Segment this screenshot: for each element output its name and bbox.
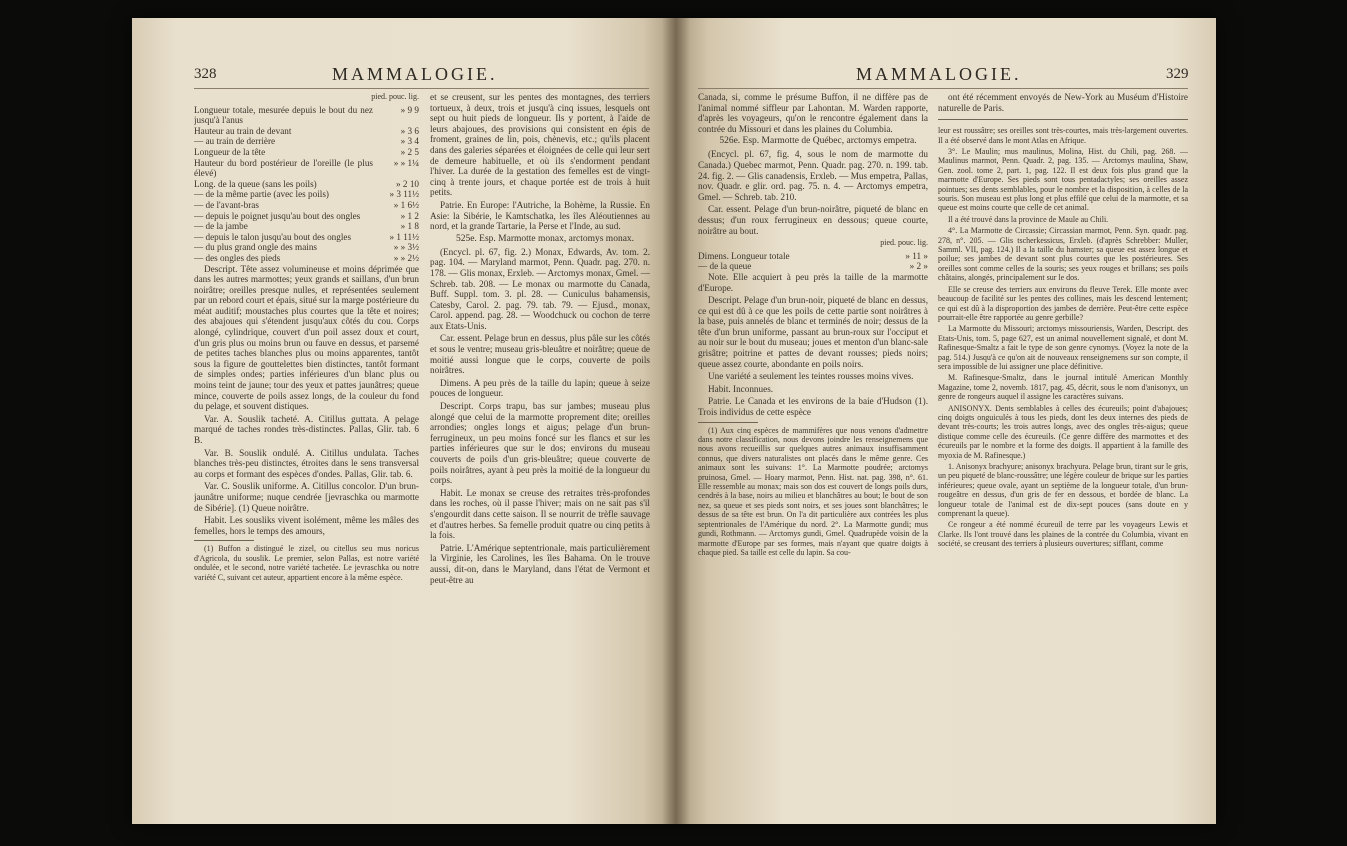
measure-value: » 1 2 <box>400 210 419 221</box>
measure-value: » 1 8 <box>400 221 419 232</box>
description-paragraph: Descript. Pelage d'un brun-noir, piqueté de blanc en dessus, ce qui est dû à ce que les poils de cette partie sont noirâtres à la base, puis annelés de blanc et terminés de noir; dessus de la tête d'un brun uniforme, passant au brun-roux sur l'occiput et au noir sur le bout du museau; joues et menton d'un blanc-sale grisâtre; poitrine et pattes de devant rousses; pieds noirs; queue assez courte, abondante en poils noirs. <box>698 295 928 369</box>
variety-a: Var. A. Souslik tacheté. A. Citillus guttata. A pelage marqué de taches rondes très-distinctes. Pallas, Glir. tab. 6 B. <box>194 413 419 445</box>
measure-value: » 2 5 <box>400 146 419 157</box>
measure-row <box>194 221 419 232</box>
measure-label: — de la même partie (avec les poils) <box>194 189 329 200</box>
measure-label: — des ongles des pieds <box>194 252 281 263</box>
left-column-2 <box>430 92 650 792</box>
measure-label: Longueur de la tête <box>194 146 266 157</box>
footnote: (1) Aux cinq espèces de mammifères que nous venons d'admettre dans notre classification, nous devons joindre les renseignemens que nous avons recueillis sur quelques autres animaux insuffisamment connus, que divers naturalistes ont placés dans le même genre. Ces animaux sont les suivans: 1°. La Marmotte poudrée; arctomys pruinosa, Gmel. — Hoary marmot, Penn. Hist. nat. pag. 398, n°. 61. Elle ressemble au monax; mais son dos est couvert de longs poils durs, cendrés à la base, noirs au milieu et blanchâtres au bout; le bout de son nez, sa queue et ses pieds sont noirs, et ses joues sont blanchâtres; le dessus de sa tête est brun. On l'a dit particulière aux contrées les plus septentrionales de l'Amérique du nord. 2°. La Marmotte gundi; mus gundi, Rothmann. — Arctomys gundi, Gmel. Quadrupède voisin de la marmotte d'Europe par ses formes, mais n'ayant que quatre doigts à chaque pied. Sa taille est celle du lapin. Sa cou- <box>698 425 928 557</box>
measure-label: — de la queue <box>698 261 752 272</box>
footnote-paragraph: M. Rafinesque-Smaltz, dans le journal intitulé American Monthly Magazine, tome 2, novemb. 1817, pag. 45, décrit, sous le nom d'anisonyx, un genre de rongeurs auquel il assigne les caractères suivans. <box>938 373 1188 402</box>
dimensions-paragraph: Dimens. A peu près de la taille du lapin; queue à seize pouces de longueur. <box>430 377 650 399</box>
measure-label: — du plus grand ongle des mains <box>194 242 317 253</box>
measure-label: Long. de la queue (sans les poils) <box>194 178 317 189</box>
description-paragraph: Descript. Tête assez volumineuse et moins déprimée que dans les autres marmottes; yeux grands et saillans, d'un brun noirâtre; oreilles presque nulles, et représentées seulement par un rebord court et épais, situé sur la marge postérieure du méat auditif; moustaches plus courtes que la tête et noires; des abajoues qui s'étendent jusqu'aux côtés du cou. Corps alongé, cylindrique, couvert d'un poil assez doux et court, d'un gris plus ou moins brun ou fauve en dessus, et parsemé de petites taches blanches plus ou moins apparentes, tantôt sous la figure de gouttelettes bien distinctes, tantôt formant de simples ondes; parties inférieures d'un blanc plus ou moins teint de jaune; tour des yeux et pattes jaunâtres; queue mince, couverte de poils assez longs, de la couleur du fond du pelage, et souvent distiques. <box>194 263 419 412</box>
habit-paragraph: Habit. Le monax se creuse des retraites très-profondes dans les roches, où il passe l'hiver; mais on ne sait pas s'il s'engourdit dans cette saison. Il se nourrit de trèfle sauvage et d'autres herbes. Sa femelle produit quatre ou cinq petits à la fois. <box>430 487 650 541</box>
footnote-continuation <box>938 126 1188 548</box>
footnote-rule <box>698 422 758 423</box>
note-paragraph: Note. Elle acquiert à peu près la taille de la marmotte d'Europe. <box>698 271 928 293</box>
measure-row <box>194 158 419 179</box>
measure-row <box>194 147 419 158</box>
right-head-rule <box>698 88 1188 89</box>
text-paragraph: Canada, si, comme le présume Buffon, il ne diffère pas de l'animal nommé siffleur par Lahontan. M. Warden rapporte, d'après les voyageurs, qu'on le rencontre également dans la contrée du Missouri et dans les plaines du Columbia. <box>698 92 928 134</box>
left-column-1 <box>194 92 419 792</box>
variety-c: Var. C. Souslik uniforme. A. Citillus concolor. D'un brun-jaunâtre uniforme; nuque cendrée [jevraschka ou marmotte de Sibérie]. (1) Queue noirâtre. <box>194 481 419 513</box>
patrie-paragraph: Patrie. L'Amérique septentrionale, mais particulièrement la Virginie, les Carolines, les îles Bahama. On le trouve aussi, dit-on, dans le Maryland, dans l'état de Vermont et peut-être au <box>430 542 650 585</box>
patrie-paragraph: Patrie. En Europe: l'Autriche, la Bohème, la Russie. En Asie: la Sibérie, le Kamtschatka, les îles Aléoutiennes au nord, et la grande Tartarie, la Perse et l'Inde, au sud. <box>430 199 650 232</box>
characters-paragraph: Car. essent. Pelage d'un brun-noirâtre, piqueté de blanc en dessus; d'un roux ferrugineux en dessous; queue courte, noirâtre au bout. <box>698 204 928 236</box>
measure-value: » 11 » <box>905 250 928 261</box>
measure-row <box>194 126 419 137</box>
habit-paragraph: Habit. Inconnues. <box>708 383 774 394</box>
measure-row <box>194 253 419 264</box>
measure-value: » 9 9 <box>400 104 419 115</box>
measure-value: » » 3½ <box>393 242 419 253</box>
measure-label: Hauteur au train de devant <box>194 125 292 136</box>
measurements-table <box>194 105 419 264</box>
left-page <box>132 18 676 824</box>
right-column-2 <box>938 92 1188 792</box>
measure-row <box>194 105 419 126</box>
measure-label: Hauteur du bord postérieur de l'oreille (le plus élevé) <box>194 157 373 179</box>
text-paragraph: et se creusent, sur les pentes des montagnes, des terriers tortueux, à deux, trois et jusqu'à cinq issues, lesquels ont sept ou huit pieds de longueur. Ils y portent, à l'aide de leurs abajoues, des provisions qui consistent en épis de froment, graines de lin, pois, chènevis, etc.; qu'ils placent dans des galeries séparées et éloignées de celle qui leur sert de demeure habituelle, et où ils s'endorment pendant l'hiver. La durée de la gestation des femelles est de vingt-cinq à trente jours, et chaque portée est de trois à huit petits. <box>430 92 650 198</box>
measure-row <box>698 251 928 262</box>
measure-label: — depuis le talon jusqu'au bout des ongles <box>194 231 352 242</box>
measure-row <box>194 211 419 222</box>
footnote-paragraph: 1. Anisonyx brachyure; anisonyx brachyura. Pelage brun, tirant sur le gris, un peu piqueté de blanc-roussâtre; une légère couleur de brique sur les parties inférieures; queue ovale, ayant un septième de la longueur totale, d'un brun-rougeâtre en dessus, d'un gris de fer en dessous, et bordée de blanc. La longueur totale de l'animal est de dix-sept pouces (sans doute en y comprenant la queue). <box>938 462 1188 519</box>
book-gutter <box>662 18 690 824</box>
measure-label: Longueur totale, mesurée depuis le bout du nez jusqu'à l'anus <box>194 104 373 126</box>
footnote-paragraph: Elle se creuse des terriers aux environs du fleuve Terek. Elle monte avec beaucoup de facilité sur les pentes des collines, mais les descend lentement; ce qui est dû à la disproportion des jambes de derrière. Peut-être cette espèce pourrait-elle être rapportée au genre gerbille? <box>938 284 1188 322</box>
left-page-number: 328 <box>194 66 217 82</box>
species-title: 525e. Esp. Marmotte monax, arctomys monax. <box>455 233 635 244</box>
measure-row <box>698 261 928 272</box>
measure-value: » » 2½ <box>393 252 419 263</box>
characters-paragraph: Car. essent. Pelage brun en dessus, plus pâle sur les côtés et sous le ventre; museau gris-bleuâtre et noirâtre; queue de moitié aussi longue que le corps, couverte de poils noirâtres. <box>430 333 650 376</box>
measure-row <box>194 189 419 200</box>
section-rule <box>938 119 1188 120</box>
measure-row <box>194 179 419 190</box>
right-column-1 <box>698 92 928 792</box>
synonymy-paragraph: (Encycl. pl. 67, fig. 2.) Monax, Edwards, Av. tom. 2. pag. 104. — Maryland marmot, Penn. Quadr. pag. 270. n. 178. — Glis monax, Erxleb. — Arctomys monax, Gmel. — Schreb. tab. 208. — Le monax ou marmotte du Canada, Buff. Suppl. tom. 3. pl. 28. — Cuniculus bahamensis, Catesby, Carol. 2. pag. 79. tab. 79. — Ejusd., monax, Carol. append. pag. 28. — Woodchuck ou cochon de terre aux Etats-Unis. <box>430 246 650 331</box>
measure-row <box>194 242 419 253</box>
footnote-paragraph: leur est roussâtre; ses oreilles sont très-courtes, mais très-largement ouvertes. Il a été observé dans le mont Atlas en Afrique. <box>938 126 1188 145</box>
open-book <box>132 18 1216 824</box>
measure-label: — au train de derrière <box>194 136 276 147</box>
right-running-head: MAMMALOGIE. <box>856 64 1022 84</box>
footnote-paragraph: Ce rongeur a été nommé écureuil de terre par les voyageurs Lewis et Clarke. Ils l'ont trouvé dans les plaines de la contrée du Columbia, vivant en société, se creusant des terriers à plusieurs ouvertures; sifflant, comme <box>938 520 1188 549</box>
measure-value: » 1 11½ <box>389 231 419 242</box>
left-head-rule <box>194 88 649 89</box>
measure-label: Dimens. Longueur totale <box>698 250 790 261</box>
variety-b: Var. B. Souslik ondulé. A. Citillus undulata. Taches blanches très-peu distinctes, étroites dans le sens transversal au corps et formant des espèces d'ondes. Pallas, Glir. tab. 6. <box>194 447 419 479</box>
text-paragraph: ont été récemment envoyés de New-York au Muséum d'Histoire naturelle de Paris. <box>938 92 1188 113</box>
measure-value: » 2 10 <box>396 178 419 189</box>
description-paragraph: Descript. Corps trapu, bas sur jambes; museau plus alongé que celui de la marmotte proprement dite; oreilles arrondies; ongles longs et aigus; pelage d'un brun-ferrugineux, un peu moins foncé sur les flancs et sur les parties inférieures que sur le dos; environs du museau couverts de poils d'un gris-bleuâtre; queue couverte de poils noirâtres, ayant à peu près la moitié de la longueur du corps. <box>430 401 650 486</box>
right-page-number: 329 <box>1166 66 1189 82</box>
footnote-paragraph: La Marmotte du Missouri; arctomys missouriensis, Warden, Descript. des Etats-Unis, tom. 5, page 627, est un animal nouvellement signalé, et dont M. Rafinesque-Smaltz a fait le type de son genre cynomys. (Voyez la note de la pag. 514.) Jusqu'à ce qu'on ait de nouveaux renseignemens sur son compte, il sera impossible de lui assigner une place définitive. <box>938 324 1188 371</box>
footnote-rule <box>194 540 254 541</box>
footnote-paragraph: ANISONYX. Dents semblables à celles des écureuils; point d'abajoues; cinq doigts onguiculés à tous les pieds, dont les deux internes des pieds de devant très-courts; les trois autres longs, avec des ongles très-aigus; queue distique comme celle des écureuils. (Ce genre diffère des marmottes et des écureuils par le nombre et la forme des doigts. Il appartient à la famille des myoxia de M. Rafinesque.) <box>938 403 1188 460</box>
footnote: (1) Buffon a distingué le zizel, ou citellus seu mus noricus d'Agricola, du souslik. Le premier, selon Pallas, est notre variété ondulée, et le second, notre variété tachetée. Le jevraschka ou notre variété C, suivant cet auteur, appartient encore à la même espèce. <box>194 544 419 582</box>
measure-row <box>194 136 419 147</box>
measure-value: » 3 4 <box>400 136 419 147</box>
footnote-paragraph: Il a été trouvé dans la province de Maule au Chili. <box>948 214 1109 224</box>
measure-value: » 3 11½ <box>389 189 419 200</box>
habit-paragraph: Habit. Les sousliks vivent isolément, même les mâles des femelles, hors le temps des amours, <box>194 515 419 536</box>
measure-label: — depuis le poignet jusqu'au bout des ongles <box>194 210 361 221</box>
variety-paragraph: Une variété a seulement les teintes rousses moins vives. <box>708 371 914 382</box>
measure-value: » 3 6 <box>400 125 419 136</box>
right-page <box>676 18 1216 824</box>
patrie-paragraph: Patrie. Le Canada et les environs de la baie d'Hudson (1). Trois individus de cette espèce <box>698 396 928 418</box>
measure-row <box>194 200 419 211</box>
measure-value: » » 1¼ <box>393 157 419 168</box>
species-title: 526e. Esp. Marmotte de Québec, arctomys empetra. <box>719 136 917 147</box>
measure-label: — de la jambe <box>194 221 248 232</box>
synonymy-paragraph: (Encycl. pl. 67, fig. 4, sous le nom de marmotte du Canada.) Quebec marmot, Penn. Quadr. pag. 270. n. 199. tab. 24. fig. 2. — Glis canadensis, Erxleb. — Mus empetra, Pallas, nov. Quadr. e glir. ord. pag. 75. n. 4. — Arctomys empetra, Gmel. — Schreb. tab. 210. <box>698 149 928 202</box>
measure-units-header: pied. pouc. lig. <box>371 92 419 101</box>
footnote-paragraph: 3°. Le Maulin; mus maulinus, Molina, Hist. du Chili, pag. 268. — Maulinus marmot, Penn. Quadr. 2, pag. 135. — Arctomys maulina, Shaw, Gen. zool. tome 2, part. 1, pag. 122. Il est deux fois plus grand que la marmotte d'Europe. Ses pieds sont tous pentadactyles; ses oreilles assez pointues; ses dents semblables, pour le nombre et la disposition, à celles de la souris. Son museau est plus long et plus effilé que celui de la marmotte, et sa queue est moins courte que celle de cet animal. <box>938 147 1188 213</box>
measure-value: » 2 » <box>909 261 928 272</box>
dimension-units-header: pied. pouc. lig. <box>880 238 928 248</box>
left-running-head: MAMMALOGIE. <box>332 64 498 84</box>
measure-value: » 1 6½ <box>393 199 419 210</box>
measure-row <box>194 232 419 243</box>
footnote-paragraph: 4°. La Marmotte de Circassie; Circassian marmot, Penn. Syn. quadr. pag. 278, n°. 205. — Glis tscherkessicus, Erxleb. (d'après Schrebber: Muller, Samml. VII, pag. 124.) Il a la taille du hamster; sa queue est assez longue et poilue; ses jambes de devant sont plus courtes que les postérieures. Ses oreilles sont comme celles de la souris; ses yeux rouges et brillans; ses poils châtains, alongés, principalement sur le dos. <box>938 226 1188 283</box>
measure-label: — de l'avant-bras <box>194 199 259 210</box>
